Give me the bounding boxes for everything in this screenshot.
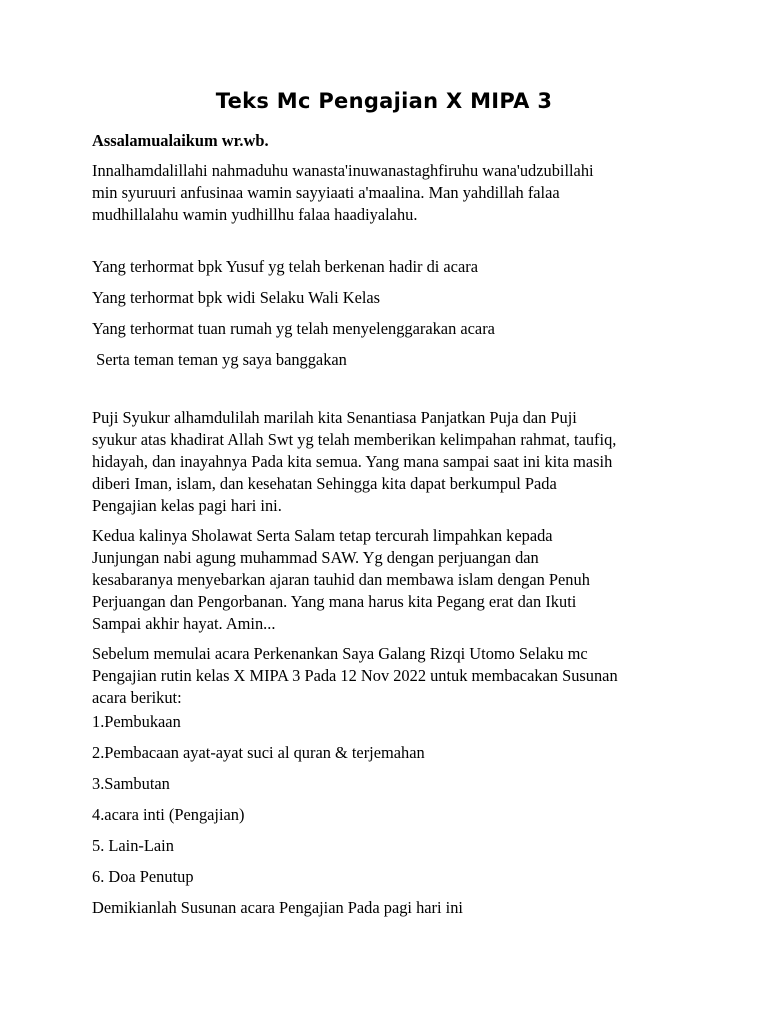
- agenda-item: 1.Pembukaan: [92, 712, 181, 731]
- document-title: Teks Mc Pengajian X MIPA 3: [215, 89, 553, 113]
- sholawat-line: Sampai akhir hayat. Amin...: [92, 614, 276, 633]
- greeting: Assalamualaikum wr.wb.: [92, 131, 269, 150]
- opening-line: min syuruuri anfusinaa wamin sayyiaati a'maalina. Man yahdillah falaa: [92, 183, 560, 202]
- intro-line: acara berikut:: [92, 688, 182, 707]
- agenda-item: 3.Sambutan: [92, 774, 170, 793]
- praise-line: hidayah, dan inayahnya Pada kita semua. Yang mana sampai saat ini kita masih: [92, 452, 613, 471]
- salutation-line: Serta teman teman yg saya banggakan: [92, 350, 347, 369]
- intro-line: Sebelum memulai acara Perkenankan Saya Galang Rizqi Utomo Selaku mc: [92, 644, 588, 663]
- praise-line: Pengajian kelas pagi hari ini.: [92, 496, 282, 515]
- praise-line: syukur atas khadirat Allah Swt yg telah memberikan kelimpahan rahmat, taufiq,: [92, 430, 617, 449]
- agenda-item: 4.acara inti (Pengajian): [92, 805, 245, 824]
- agenda-item: 6. Doa Penutup: [92, 867, 194, 886]
- sholawat-line: Junjungan nabi agung muhammad SAW. Yg dengan perjuangan dan: [92, 548, 539, 567]
- opening-line: Innalhamdalillahi nahmaduhu wanasta'inuwanastaghfiruhu wana'udzubillahi: [92, 161, 594, 180]
- salutation-line: Yang terhormat bpk Yusuf yg telah berkenan hadir di acara: [92, 257, 478, 276]
- agenda-item: 5. Lain-Lain: [92, 836, 174, 855]
- salutation-line: Yang terhormat bpk widi Selaku Wali Kelas: [92, 288, 381, 307]
- sholawat-line: Kedua kalinya Sholawat Serta Salam tetap tercurah limpahkan kepada: [92, 526, 553, 545]
- praise-line: diberi Iman, islam, dan kesehatan Sehingga kita dapat berkumpul Pada: [92, 474, 557, 493]
- opening-line: mudhillalahu wamin yudhillhu falaa haadiyalahu.: [92, 205, 418, 224]
- sholawat-line: kesabaranya menyebarkan ajaran tauhid dan membawa islam dengan Penuh: [92, 570, 590, 589]
- praise-line: Puji Syukur alhamdulilah marilah kita Senantiasa Panjatkan Puja dan Puji: [92, 408, 577, 427]
- intro-line: Pengajian rutin kelas X MIPA 3 Pada 12 Nov 2022 untuk membacakan Susunan: [92, 666, 618, 685]
- closing-line: Demikianlah Susunan acara Pengajian Pada pagi hari ini: [92, 898, 463, 917]
- agenda-item: 2.Pembacaan ayat-ayat suci al quran & terjemahan: [92, 743, 425, 762]
- sholawat-line: Perjuangan dan Pengorbanan. Yang mana harus kita Pegang erat dan Ikuti: [92, 592, 577, 611]
- salutation-line: Yang terhormat tuan rumah yg telah menyelenggarakan acara: [92, 319, 495, 338]
